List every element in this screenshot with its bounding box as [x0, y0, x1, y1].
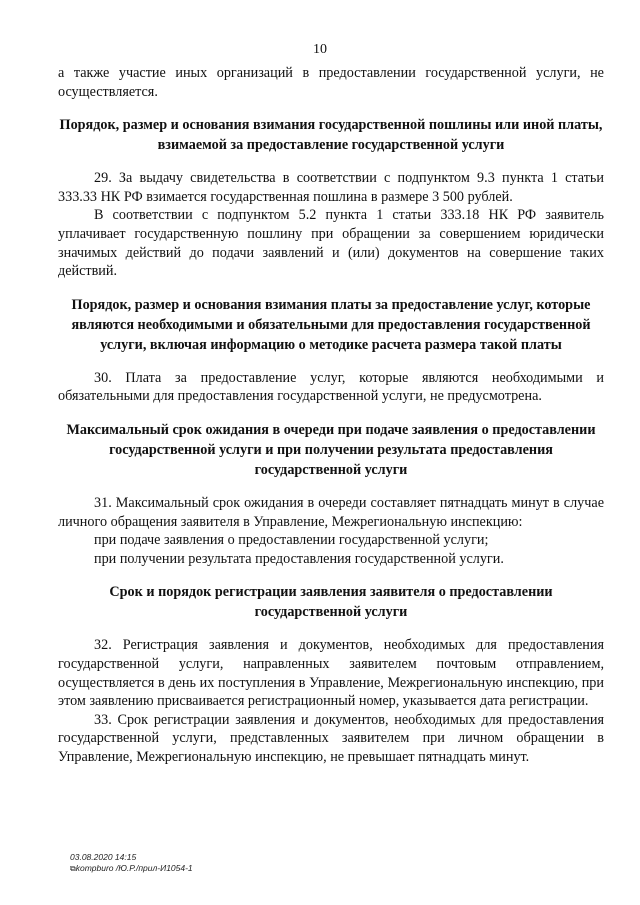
- paragraph: 30. Плата за предоставление услуг, которые являются необходимыми и обязательными для предоставления государственной услуги, не предусмотрена.: [58, 369, 604, 405]
- section-heading: Порядок, размер и основания взимания государственной пошлины или иной платы, взимаемой за предоставление государственной услуги: [59, 117, 603, 154]
- paragraph: В соответствии с подпунктом 5.2 пункта 1 статьи 333.18 НК РФ заявитель уплачивает государственную пошлину при обращении за совершением юридически значимых действий до подачи заявлений и (или) документов на совершение таких действий.: [58, 207, 604, 280]
- page-number: 10: [313, 42, 327, 57]
- document-link-icon: ⧉: [70, 864, 76, 873]
- section-heading: Срок и порядок регистрации заявления заявителя о предоставлении государственной услуги: [109, 584, 553, 621]
- paragraph: 31. Максимальный срок ожидания в очереди составляет пятнадцать минут в случае личного обращения заявителя в Управление, Межрегиональную инспекцию:: [58, 494, 604, 530]
- list-line: при подаче заявления о предоставлении государственной услуги;: [94, 532, 489, 549]
- paragraph: 29. За выдачу свидетельства в соответствии с подпунктом 9.3 пункта 1 статьи 333.33 НК РФ взимается государственная пошлина в размере 3 500 рублей.: [58, 170, 604, 205]
- footer-path: kompburo /Ю.Р./прил-И1054-1: [75, 863, 193, 873]
- footer-date: 03.08.2020 14:15: [70, 852, 137, 862]
- paragraph: а также участие иных организаций в предоставлении государственной услуги, не осуществляется.: [58, 65, 604, 100]
- list-line: при получении результата предоставления государственной услуги.: [94, 550, 504, 567]
- paragraph: 32. Регистрация заявления и документов, необходимых для предоставления государственной услуги, направленных заявителем почтовым отправлением, осуществляется в день их поступления в Управление, Межрегиональную инспекцию, при этом заявлению присваивается регистрационный номер, указывается дата регистрации.: [58, 637, 604, 710]
- footer-stamp: [70, 852, 193, 874]
- paragraph: 33. Срок регистрации заявления и документов, необходимых для предоставления государственной услуги, представленных заявителем при личном обращении в Управление, Межрегиональную инспекцию, не превышает пятнадцать минут.: [58, 711, 604, 765]
- section-heading: Порядок, размер и основания взимания платы за предоставление услуг, которые являются необходимыми и обязательными для предоставления государственной услуги, включая информацию о методике расчета размера такой платы: [71, 296, 591, 353]
- section-heading: Максимальный срок ожидания в очереди при подаче заявления о предоставлении государственной услуги и при получении результата предоставления государственной услуги: [66, 421, 596, 478]
- document-body: [58, 64, 604, 766]
- footer-path-line: [70, 863, 193, 874]
